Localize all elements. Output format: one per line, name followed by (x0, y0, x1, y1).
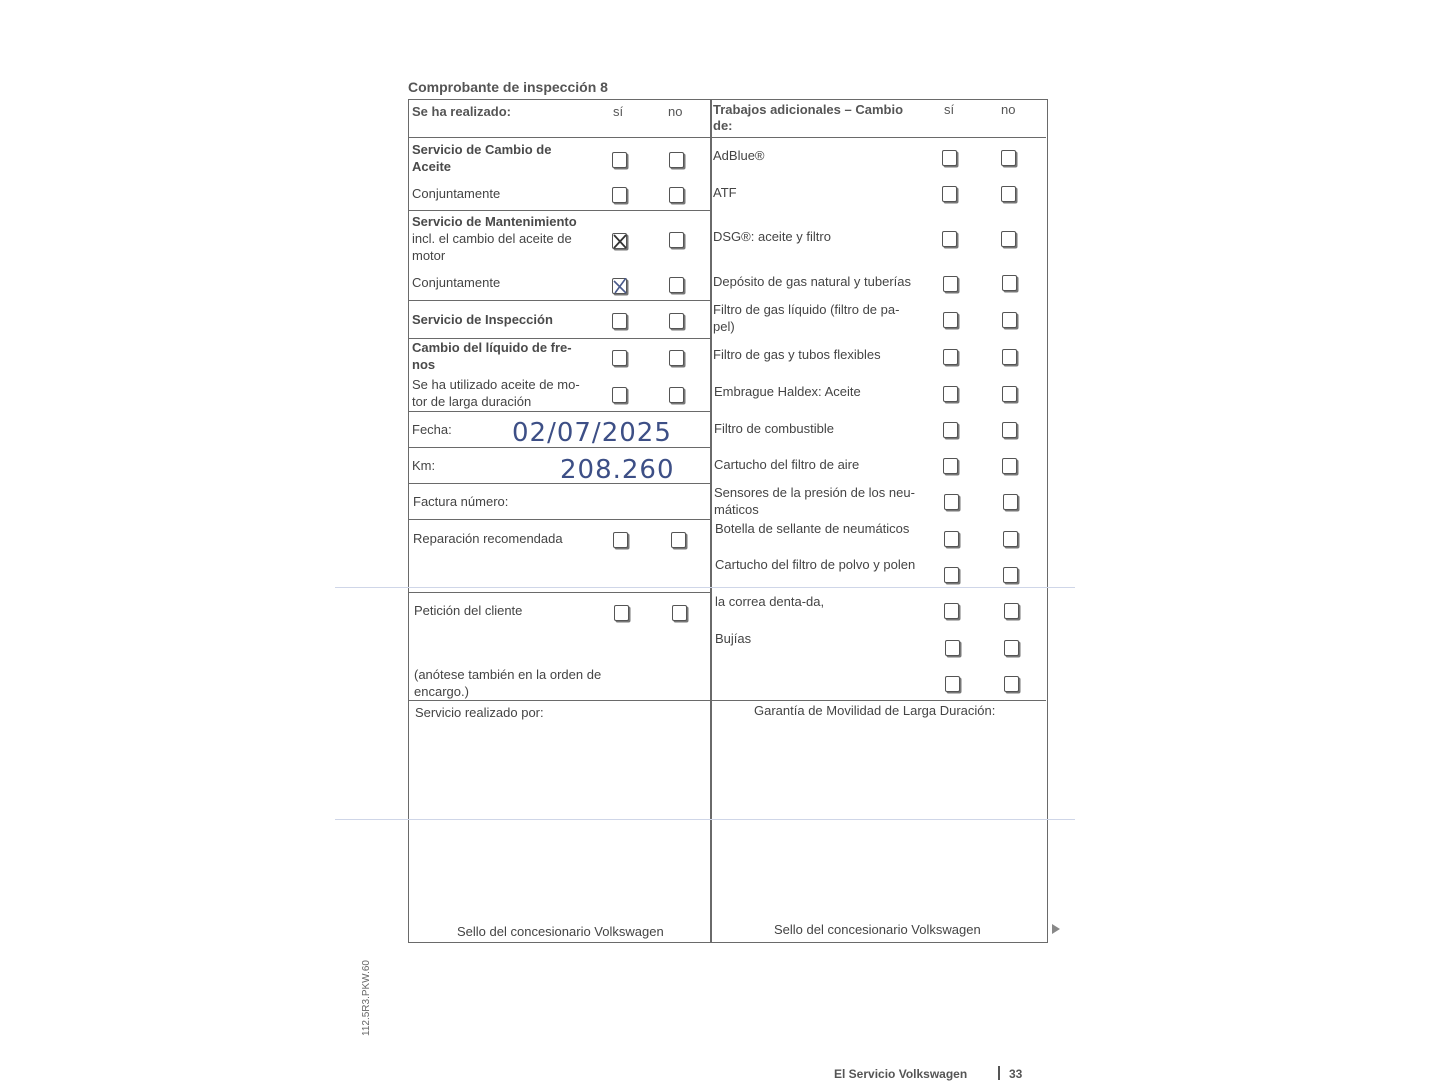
right-col-si: sí (944, 102, 955, 117)
peticion-label: Petición del cliente (414, 603, 523, 618)
item-gas-liquido-label: Filtro de gas líquido (filtro de pa-pel) (713, 302, 900, 334)
checkbox-adblue-si[interactable] (942, 150, 957, 166)
peticion-note: (anótese también en la orden de encargo.) (414, 667, 602, 699)
checkbox-polen-no[interactable] (1003, 567, 1018, 583)
item-sensores-label: Sensores de la presión de los neu-máticos (714, 485, 915, 517)
checkbox-bujias-si[interactable] (945, 640, 960, 656)
checkbox-conjuntamente-1-si[interactable] (612, 187, 627, 203)
checkbox-gas-natural-si[interactable] (943, 276, 958, 292)
checkbox-filtro-aire-si[interactable] (943, 458, 958, 474)
footer-page-number: 33 (1009, 1067, 1023, 1081)
right-header: Trabajos adicionales – Cambio de: (713, 102, 904, 133)
checkbox-inspeccion-no[interactable] (669, 313, 684, 329)
footer-divider (998, 1066, 1000, 1080)
checkbox-mantenimiento-no[interactable] (669, 232, 684, 248)
checkbox-combustible-no[interactable] (1002, 422, 1017, 438)
checkbox-mantenimiento-si[interactable] (612, 233, 627, 249)
row-cambio-aceite-label: Servicio de Cambio de Aceite (412, 142, 552, 174)
item-combustible-label: Filtro de combustible (714, 421, 834, 436)
checkbox-sellante-no[interactable] (1003, 531, 1018, 547)
item-filtro-gas-label: Filtro de gas y tubos flexibles (713, 347, 881, 362)
footer-section: El Servicio Volkswagen (834, 1067, 968, 1081)
checkbox-correa-no[interactable] (1004, 603, 1019, 619)
checkbox-cambio-aceite-si[interactable] (612, 152, 627, 168)
checkbox-haldex-si[interactable] (943, 386, 958, 402)
checkbox-atf-si[interactable] (942, 186, 957, 202)
checkbox-gas-liquido-no[interactable] (1002, 312, 1017, 328)
checkbox-conjuntamente-2-si[interactable] (612, 278, 627, 294)
row-conjuntamente-1-label: Conjuntamente (412, 186, 501, 201)
checkbox-peticion-no[interactable] (672, 605, 687, 621)
item-correa-label: la correa denta-da, (715, 594, 825, 609)
checkbox-filtro-gas-si[interactable] (943, 349, 958, 365)
checkbox-gas-liquido-si[interactable] (943, 312, 958, 328)
fecha-label: Fecha: (412, 422, 452, 437)
checkbox-frenos-no[interactable] (669, 350, 684, 366)
checkmark-x-icon (612, 278, 628, 295)
checkbox-sensores-no[interactable] (1003, 494, 1018, 510)
checkbox-reparacion-no[interactable] (671, 532, 686, 548)
checkbox-reparacion-si[interactable] (613, 532, 628, 548)
checkbox-correa-si[interactable] (944, 603, 959, 619)
item-bujias-label: Bujías (715, 631, 752, 646)
checkbox-atf-no[interactable] (1001, 186, 1016, 202)
checkbox-conjuntamente-2-no[interactable] (669, 277, 684, 293)
checkbox-filtro-aire-no[interactable] (1002, 458, 1017, 474)
left-col-si: sí (613, 104, 624, 119)
checkbox-inspeccion-si[interactable] (612, 313, 627, 329)
page-title: Comprobante de inspección 8 (408, 79, 608, 95)
checkbox-haldex-no[interactable] (1002, 386, 1017, 402)
checkbox-dsg-no[interactable] (1001, 231, 1016, 247)
next-page-arrow-icon (1052, 924, 1060, 934)
left-col-no: no (668, 104, 683, 119)
checkbox-cambio-aceite-no[interactable] (669, 152, 684, 168)
checkbox-combustible-si[interactable] (943, 422, 958, 438)
checkbox-filtro-gas-no[interactable] (1002, 349, 1017, 365)
checkbox-aceite-larga-no[interactable] (669, 387, 684, 403)
checkmark-x-icon (612, 233, 628, 250)
checkbox-frenos-si[interactable] (612, 350, 627, 366)
checkbox-gas-natural-no[interactable] (1002, 275, 1017, 291)
item-filtro-aire-label: Cartucho del filtro de aire (714, 457, 860, 472)
item-sellante-label: Botella de sellante de neumáticos (715, 521, 910, 536)
checkbox-bujias-no[interactable] (1004, 640, 1019, 656)
item-atf-label: ATF (713, 185, 737, 200)
row-mantenimiento-title: Servicio de Mantenimiento (412, 214, 577, 229)
stamp-label-left: Sello del concesionario Volkswagen (457, 924, 664, 939)
item-polen-label: Cartucho del filtro de polvo y polen (715, 557, 916, 572)
checkbox-peticion-si[interactable] (614, 605, 629, 621)
left-header: Se ha realizado: (412, 104, 511, 119)
checkbox-adblue-no[interactable] (1001, 150, 1016, 166)
item-adblue-label: AdBlue® (713, 148, 765, 163)
stamp-label-right: Sello del concesionario Volkswagen (774, 922, 981, 937)
checkbox-dsg-si[interactable] (942, 231, 957, 247)
checkbox-conjuntamente-1-no[interactable] (669, 187, 684, 203)
reparacion-label: Reparación recomendada (413, 531, 563, 546)
side-code: 112.5R3.PKW.60 (361, 960, 372, 1036)
km-handwritten: 208.260 (560, 455, 675, 485)
checkbox-sellante-si[interactable] (944, 531, 959, 547)
row-mantenimiento-label: incl. el cambio del aceite de motor (412, 231, 572, 263)
checkbox-sensores-si[interactable] (944, 494, 959, 510)
checkbox-extra-no[interactable] (1004, 676, 1019, 692)
checkbox-polen-si[interactable] (944, 567, 959, 583)
row-inspeccion-label: Servicio de Inspección (412, 312, 553, 327)
row-aceite-larga-label: Se ha utilizado aceite de mo-tor de larga duración (412, 377, 580, 409)
row-frenos-label: Cambio del líquido de fre-nos (412, 340, 572, 372)
row-conjuntamente-2-label: Conjuntamente (412, 275, 501, 290)
item-dsg-label: DSG®: aceite y filtro (713, 229, 831, 244)
right-col-no: no (1001, 102, 1016, 117)
garantia-label: Garantía de Movilidad de Larga Duración: (754, 703, 996, 718)
checkbox-aceite-larga-si[interactable] (612, 387, 627, 403)
checkbox-extra-si[interactable] (945, 676, 960, 692)
km-label: Km: (412, 458, 436, 473)
item-gas-natural-label: Depósito de gas natural y tuberías (713, 274, 912, 289)
factura-label: Factura número: (413, 494, 509, 509)
fecha-handwritten: 02/07/2025 (512, 418, 672, 448)
servicio-realizado-label: Servicio realizado por: (415, 705, 544, 720)
item-haldex-label: Embrague Haldex: Aceite (714, 384, 861, 399)
